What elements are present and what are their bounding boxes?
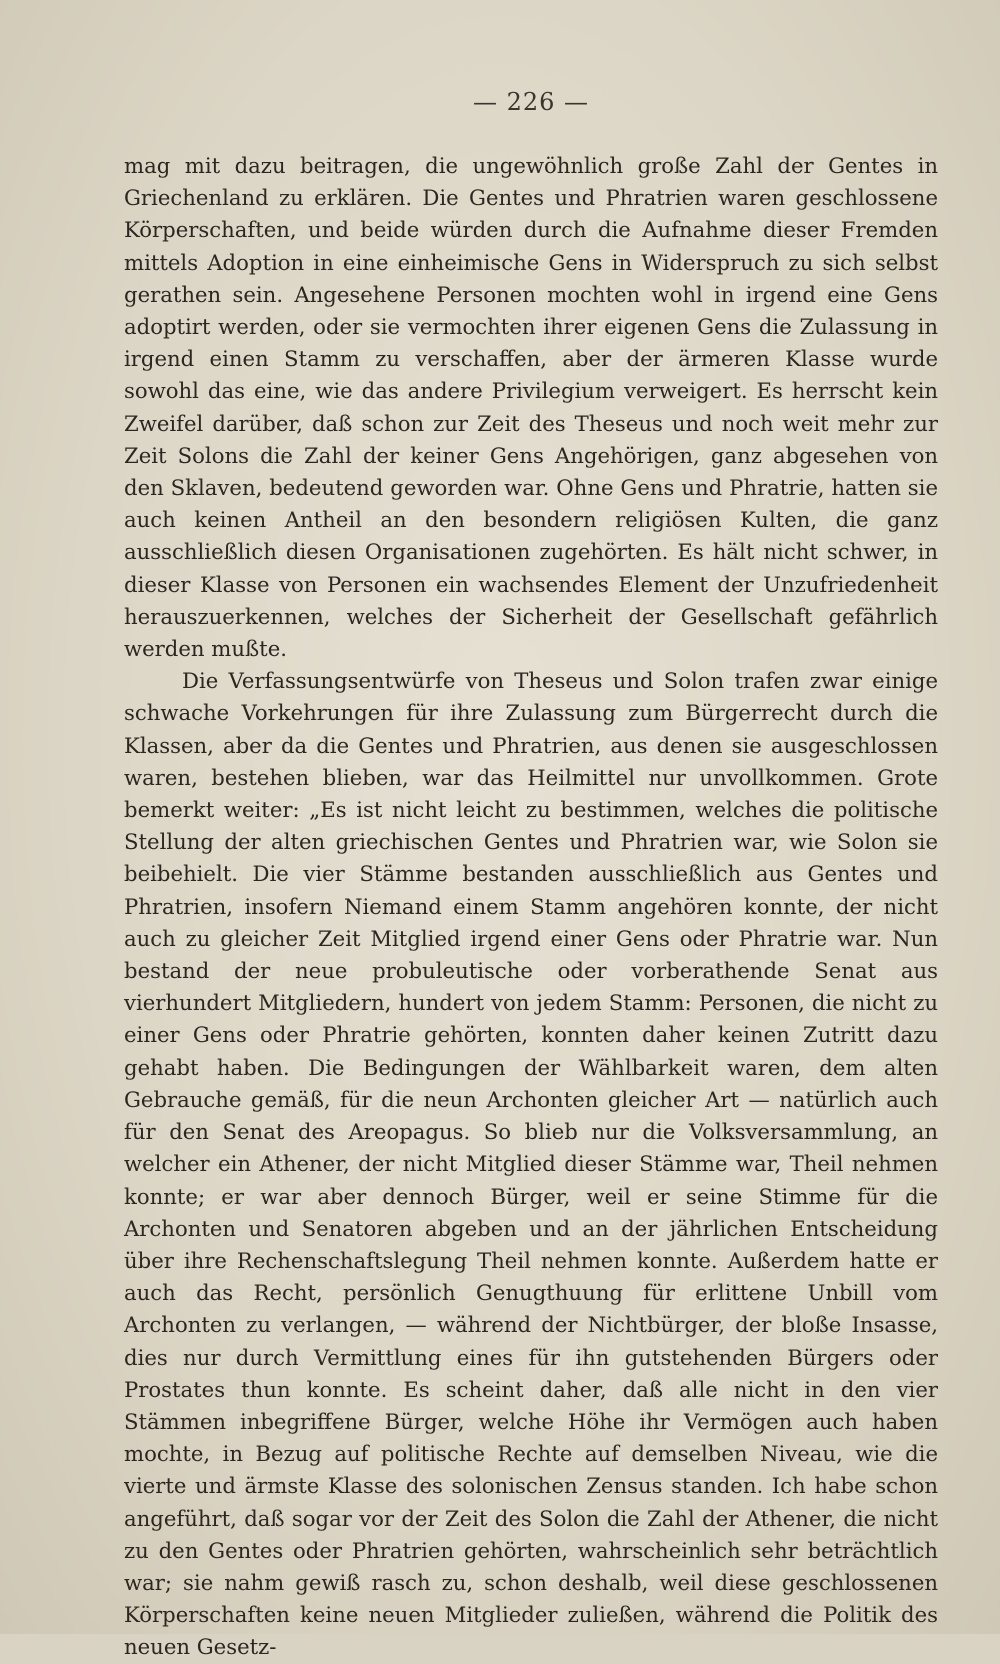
paragraph-2: Die Verfassungsentwürfe von Theseus und Solon trafen zwar einige schwache Vorkehrungen für ihre Zulassung zum Bürgerrecht durch die Klassen, aber da die Gentes und Phratrien, aus denen sie ausgeschlossen waren, bestehen blieben, war das Heilmittel nur unvollkommen. Grote bemerkt weiter: „Es ist nicht leicht zu bestimmen, welches die politische Stellung der alten griechischen Gentes und Phratrien war, wie Solon sie beibehielt. Die vier Stämme bestanden ausschließlich aus Gentes und Phratrien, insofern Niemand einem Stamm angehören konnte, der nicht auch zu gleicher Zeit Mitglied irgend einer Gens oder Phratrie war. Nun bestand der neue probuleutische oder vorberathende Senat aus vierhundert Mitgliedern, hundert von jedem Stamm: Personen, die nicht zu einer Gens oder Phratrie gehörten, konnten daher keinen Zutritt dazu gehabt haben. Die Bedingungen der Wählbarkeit waren, dem alten Gebrauche gemäß, für die neun Archonten gleicher Art — natürlich auch für den Senat des Areopagus. So blieb nur die Volksversammlung, an welcher ein Athener, der nicht Mitglied dieser Stämme war, Theil nehmen konnte; er war aber dennoch Bürger, weil er seine Stimme für die Archonten und Senatoren abgeben und an der jährlichen Entscheidung über ihre Rechenschaftslegung Theil nehmen konnte. Außerdem hatte er auch das Recht, persönlich Genugthuung für erlittene Unbill vom Archonten zu verlangen, — während der Nichtbürger, der bloße Insasse, dies nur durch Vermittlung eines für ihn gutstehenden Bürgers oder Prostates thun konnte. Es scheint daher, daß alle nicht in den vier Stämmen inbegriffene Bürger, welche Höhe ihr Vermögen auch haben mochte, in Bezug auf politische Rechte auf demselben Niveau, wie die vierte und ärmste Klasse des solonischen Zensus standen. Ich habe schon angeführt, daß sogar vor der Zeit des Solon die Zahl der Athener, die nicht zu den Gentes oder Phratrien gehörten, wahrscheinlich sehr beträchtlich war; sie nahm gewiß rasch zu, schon deshalb, weil diese geschlossenen Körperschaften keine neuen Mitglieder zuließen, während die Politik des neuen Gesetz- <box>124 668 938 1660</box>
page-number: — 226 — <box>472 88 590 116</box>
paragraph-1: mag mit dazu beitragen, die ungewöhnlich große Zahl der Gentes in Griechenland zu erklären. Die Gentes und Phratrien waren geschlossene Körperschaften, und beide würden durch die Aufnahme dieser Fremden mittels Adoption in eine einheimische Gens in Widerspruch zu sich selbst gerathen sein. Angesehene Personen mochten wohl in irgend eine Gens adoptirt werden, oder sie vermochten ihrer eigenen Gens die Zulassung in irgend einen Stamm zu verschaffen, aber der ärmeren Klasse wurde sowohl das eine, wie das andere Privilegium verweigert. Es herrscht kein Zweifel darüber, daß schon zur Zeit des Theseus und noch weit mehr zur Zeit Solons die Zahl der keiner Gens Angehörigen, ganz abgesehen von den Sklaven, bedeutend geworden war. Ohne Gens und Phratrie, hatten sie auch keinen Antheil an den besondern religiösen Kulten, die ganz ausschließlich diesen Organisationen zugehörten. Es hält nicht schwer, in dieser Klasse von Personen ein wachsendes Element der Unzufriedenheit herauszuerkennen, welches der Sicherheit der Gesellschaft gefährlich werden mußte. <box>124 153 938 662</box>
body-text <box>124 150 938 1664</box>
